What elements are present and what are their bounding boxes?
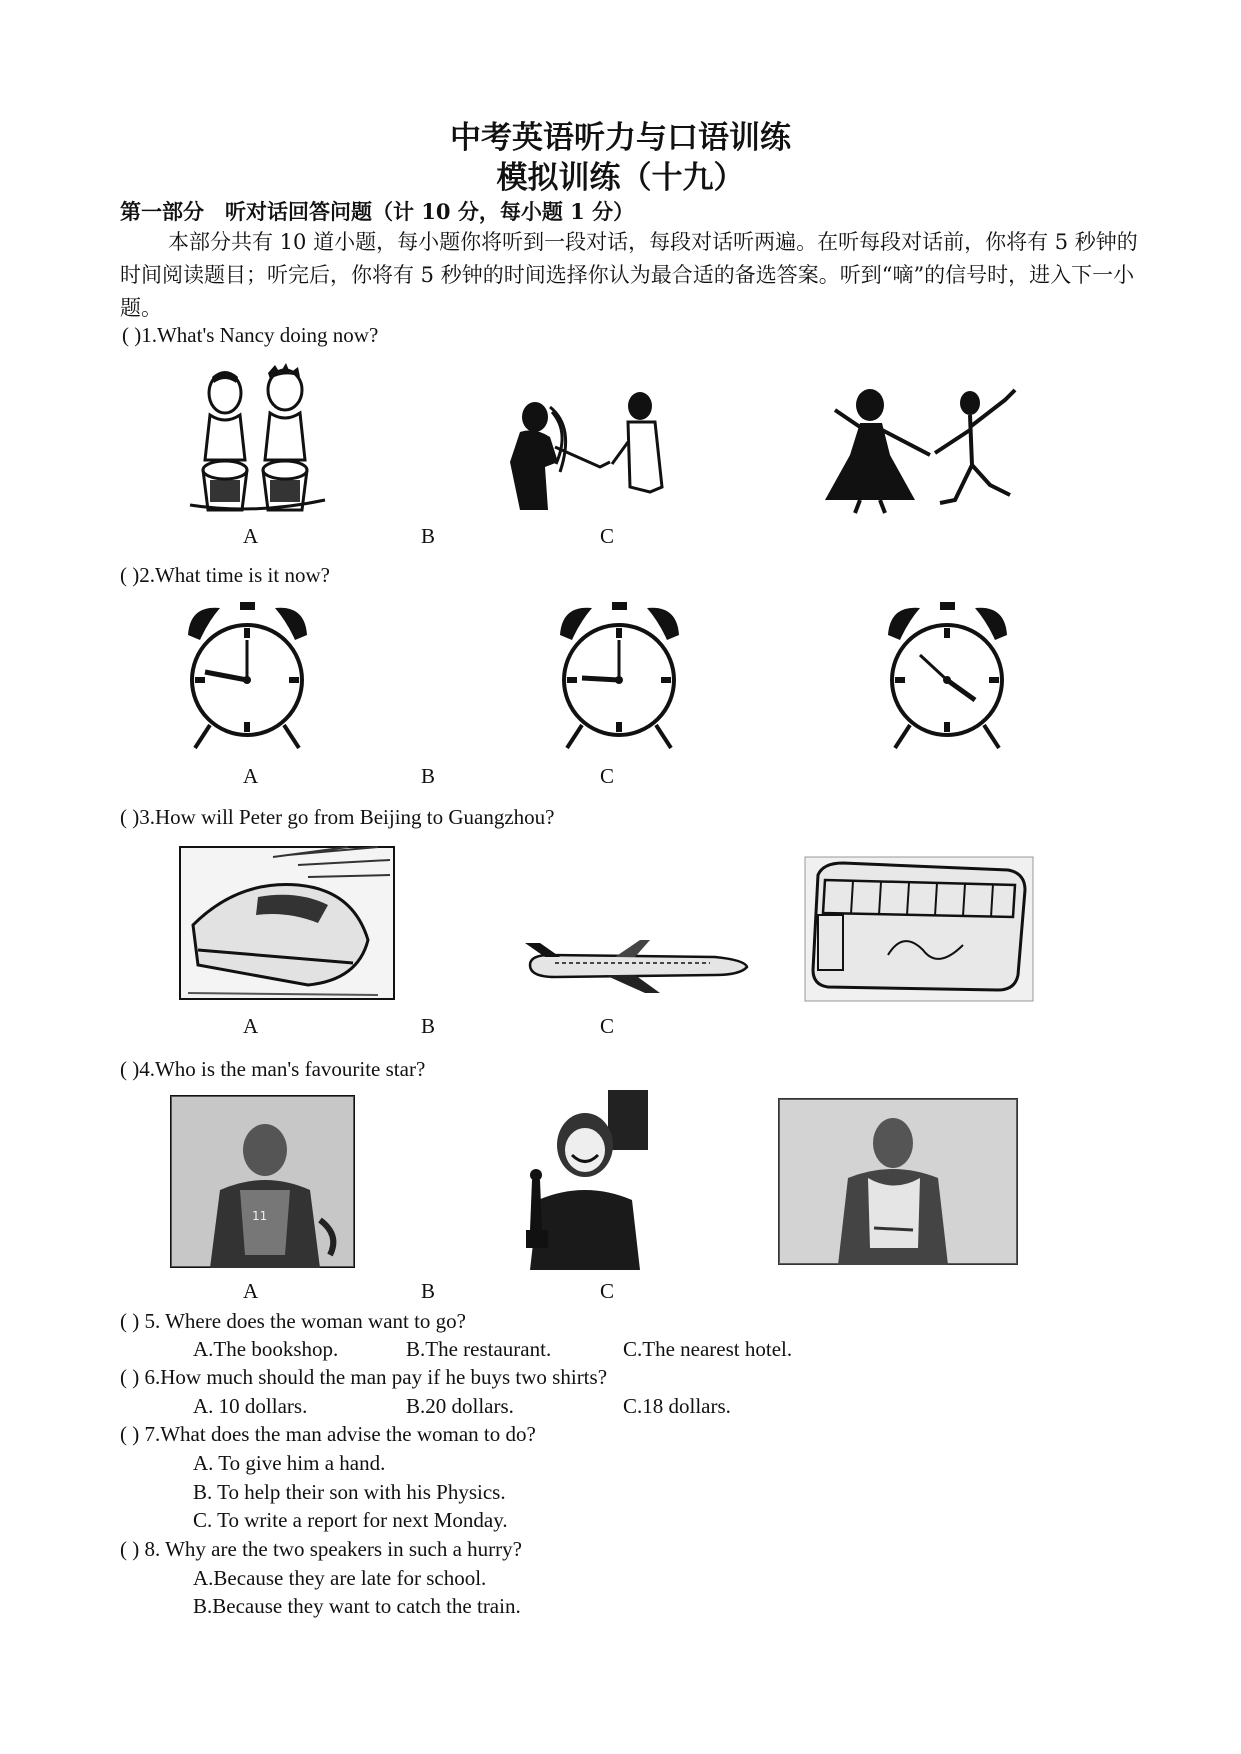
q5-option-c: C.The nearest hotel. (623, 1337, 793, 1361)
option-label-a: A (243, 764, 259, 788)
question-8: ( ) 8. Why are the two speakers in such a hurry? (120, 1537, 522, 1561)
page-title: 中考英语听力与口语训练 (450, 120, 791, 156)
q8-option-b: B.Because they want to catch the train. (193, 1594, 521, 1618)
dancing-couple-image (820, 385, 1030, 515)
option-label-c: C (600, 1014, 615, 1038)
option-label-b: B (421, 764, 436, 788)
option-label-b: B (421, 1014, 436, 1038)
question-3: ( )3.How will Peter go from Beijing to Guangzhou? (120, 805, 555, 829)
airplane-image (525, 935, 750, 995)
option-label-a: A (243, 1014, 259, 1038)
alarm-clock-image (180, 600, 315, 750)
option-label-c: C (600, 524, 615, 548)
drummers-image (180, 365, 330, 515)
q5-option-b: B.The restaurant. (406, 1337, 552, 1361)
question-5: ( ) 5. Where does the woman want to go? (120, 1309, 467, 1333)
question-6: ( ) 6.How much should the man pay if he buys two shirts? (120, 1365, 608, 1389)
alarm-clock-image (552, 600, 687, 750)
q8-option-a: A.Because they are late for school. (193, 1566, 487, 1590)
actor-with-trophy-photo (510, 1090, 648, 1270)
question-1: ( )1.What's Nancy doing now? (122, 323, 379, 347)
option-label-b: B (421, 524, 436, 548)
q7-option-b: B. To help their son with his Physics. (193, 1480, 506, 1504)
option-label-a: A (243, 524, 259, 548)
train-image (178, 845, 396, 1001)
option-label-c: C (600, 1279, 615, 1303)
svg-text:11: 11 (252, 1209, 268, 1223)
option-label-c: C (600, 764, 615, 788)
q5-option-a: A.The bookshop. (193, 1337, 339, 1361)
question-7: ( ) 7.What does the man advise the woman to do? (120, 1422, 536, 1446)
q6-option-b: B.20 dollars. (406, 1394, 514, 1418)
question-2: ( )2.What time is it now? (120, 563, 330, 587)
q6-option-a: A. 10 dollars. (193, 1394, 308, 1418)
page-subtitle: 模拟训练（十九） (496, 160, 745, 196)
fencing-image (490, 392, 690, 512)
q7-option-a: A. To give him a hand. (193, 1451, 386, 1475)
q6-option-c: C.18 dollars. (623, 1394, 731, 1418)
q7-option-c: C. To write a report for next Monday. (193, 1508, 508, 1532)
section-heading: 第一部分 听对话回答问题（计 10 分，每小题 1 分） (120, 199, 635, 224)
alarm-clock-image (880, 600, 1015, 750)
option-label-a: A (243, 1279, 259, 1303)
instructions: 本部分共有 10 道小题，每小题你将听到一段对话，每段对话听两遍。在听每段对话前，你将有 5 秒钟的时间阅读题目；听完后，你将有 5 秒钟的时间选择你认为最合适的备选答案。听到“嘀”的信号时，进入下一小题。 (120, 230, 1138, 320)
basketball-player-photo (170, 1095, 355, 1268)
player-photo (778, 1098, 1018, 1265)
question-4: ( )4.Who is the man's favourite star? (120, 1057, 426, 1081)
option-label-b: B (421, 1279, 436, 1303)
bus-image (803, 855, 1035, 1003)
